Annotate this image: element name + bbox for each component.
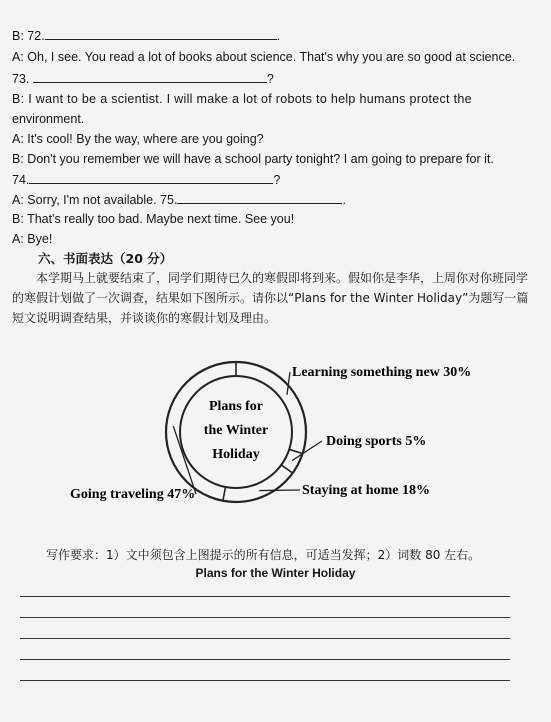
speaker-label: A:	[12, 232, 24, 246]
dialogue-line-6	[12, 131, 264, 147]
speaker-label: A:	[12, 132, 24, 146]
speaker-label: B:	[12, 212, 24, 226]
answer-blank-74[interactable]	[29, 171, 273, 184]
blank-end: .	[276, 29, 281, 43]
line-text: Sorry, I'm not available. 75.	[27, 193, 178, 207]
dialogue-line-4	[12, 91, 532, 107]
slice-divider-1	[289, 449, 302, 453]
writing-requirements: 写作要求：1）文中须包含上图提示的所有信息，可适当发挥；2）词数 80 左右。	[46, 548, 481, 562]
essay-title: Plans for the Winter Holiday	[195, 566, 356, 580]
writing-line[interactable]	[20, 659, 510, 660]
label-sports: Doing sports 5%	[326, 434, 427, 449]
leader-line-1	[292, 441, 322, 461]
speaker-label: B:	[12, 29, 24, 43]
dialogue-line-8	[12, 171, 280, 188]
answer-blank-75[interactable]	[177, 191, 342, 204]
dialogue-line-1	[12, 27, 280, 44]
label-learning: Learning something new 30%	[292, 365, 472, 380]
task-paragraph: 本学期马上就要结束了，同学们期待已久的寒假即将到来。假如你是李华，上周你对你班同学的寒假计划做了一次调查，结果如下图所示。请你以“Plans for the Winter Holiday”为题写一篇短文说明调查结果，并谈谈你的寒假计划及理由。	[12, 271, 529, 325]
chart-title-line-1: Plans for	[208, 399, 264, 414]
dialogue-line-9	[12, 191, 346, 208]
speaker-label: B:	[12, 152, 24, 166]
slice-divider-2	[281, 465, 292, 473]
line-text: 72.	[27, 29, 45, 43]
dialogue-line-10	[12, 211, 294, 227]
dialogue-line-2	[12, 49, 515, 65]
dialogue-line-11	[12, 231, 52, 247]
line-text: Oh, I see. You read a lot of books about science. That's why you are so good at science.	[27, 50, 516, 64]
writing-line[interactable]	[20, 617, 510, 618]
answer-blank-72[interactable]	[45, 27, 277, 40]
section-title: 六、书面表达（20 分）	[38, 251, 173, 266]
label-home: Staying at home 18%	[302, 483, 430, 498]
blank-end: ?	[266, 72, 274, 86]
leader-line-2	[259, 490, 300, 491]
chart-title-line-2: the Winter	[203, 423, 269, 438]
answer-blank-73[interactable]	[33, 70, 267, 83]
line-text: Don't you remember we will have a school party tonight? I am going to prepare for it.	[27, 152, 494, 166]
blank-end: ?	[273, 173, 281, 187]
speaker-label: A:	[12, 50, 24, 64]
line-text: 73.	[12, 72, 30, 86]
dialogue-line-3	[12, 70, 274, 87]
line-text: I want to be a scientist. I will make a lot of robots to help humans protect the	[28, 92, 472, 106]
leader-line-3	[173, 426, 196, 494]
writing-line[interactable]	[20, 680, 510, 681]
blank-end: .	[342, 193, 346, 207]
writing-line[interactable]	[20, 596, 510, 597]
dialogue-line-5	[12, 111, 84, 127]
slice-divider-3	[223, 487, 226, 501]
line-text: That's really too bad. Maybe next time. See you!	[27, 212, 295, 226]
label-traveling: Going traveling 47%	[70, 487, 196, 502]
line-text: environment.	[12, 112, 85, 126]
winter-plans-chart	[0, 352, 551, 512]
line-text: It's cool! By the way, where are you going?	[27, 132, 264, 146]
chart-title-line-3: Holiday	[212, 447, 260, 462]
dialogue-line-7	[12, 151, 494, 167]
line-text: Bye!	[27, 232, 53, 246]
writing-line[interactable]	[20, 638, 510, 639]
speaker-label: A:	[12, 193, 24, 207]
line-text: 74.	[12, 173, 30, 187]
speaker-label: B:	[12, 92, 25, 106]
